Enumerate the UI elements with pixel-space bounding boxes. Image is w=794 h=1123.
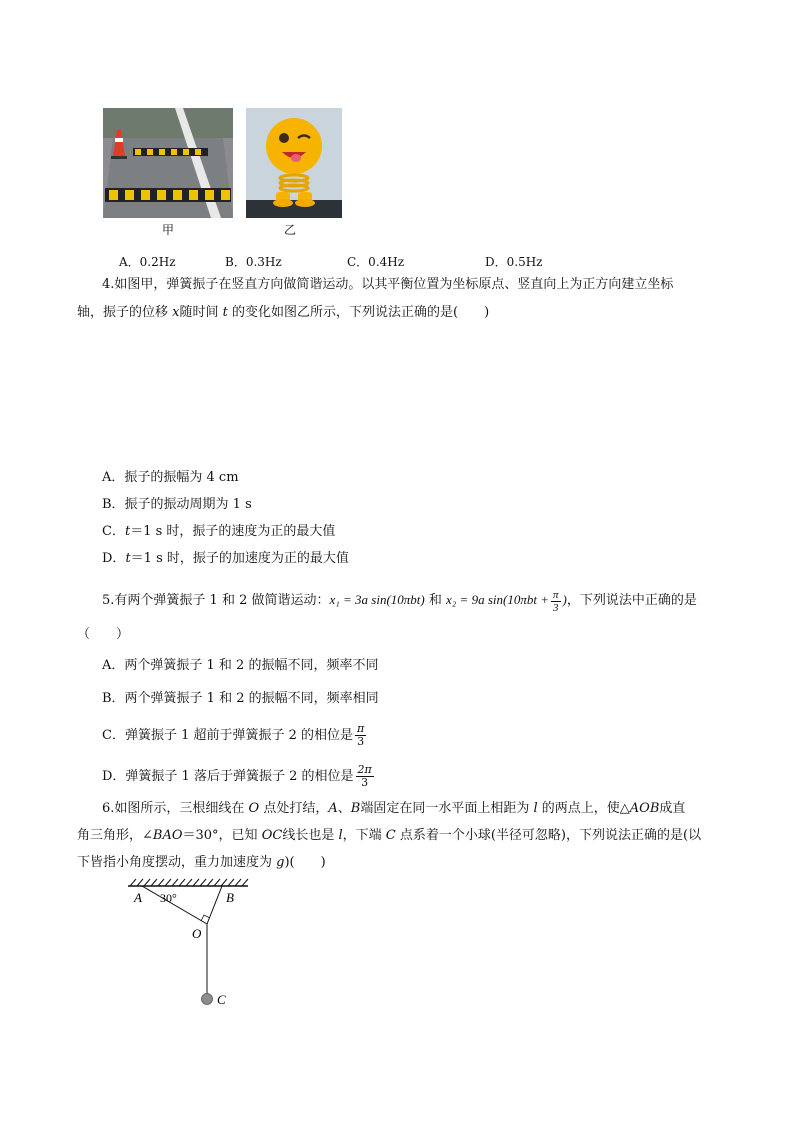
text: D．: [102, 551, 126, 566]
var-l: l: [533, 801, 538, 816]
option-c[interactable]: C．0.4Hz: [347, 255, 405, 269]
var-x: x: [172, 305, 180, 320]
var-b: B: [350, 801, 361, 816]
q5-option-a[interactable]: A．两个弹簧振子 1 和 2 的振幅不同，频率不同: [102, 658, 379, 673]
text: 点系着一个小球(半径可忽略)，下列说法正确的是(以: [395, 828, 702, 843]
text: 6.如图所示，三根细线在: [102, 801, 249, 816]
text: 端固定在同一水平面上相距为: [360, 801, 534, 816]
photo-speed-bump: [103, 108, 233, 218]
string-bo: [207, 886, 222, 924]
q4-option-c[interactable]: [102, 523, 335, 541]
ball: [202, 994, 213, 1005]
text: 随时间: [179, 305, 223, 320]
var-a: A: [328, 801, 338, 816]
var-oc: OC: [261, 828, 283, 843]
caption-yi: 乙: [283, 223, 296, 237]
ceiling-hatch: [130, 879, 248, 886]
q4-option-d[interactable]: [102, 550, 349, 568]
q4-stem-line2: [77, 304, 489, 322]
var-t: t: [222, 305, 228, 320]
text: 线长也是: [282, 828, 339, 843]
text: D．弹簧振子 1 落后于弹簧振子 2 的相位是: [102, 769, 354, 784]
text: 5.有两个弹簧振子 1 和 2 做简谐运动：: [102, 593, 330, 608]
var-aob: AOB: [629, 801, 660, 816]
denominator: 3: [361, 776, 369, 789]
equation-x1: x₁ = 3a sin(10πbt): [329, 592, 425, 607]
text: x₂ = 9a sin(10πbt +: [446, 592, 549, 607]
fraction: [551, 589, 561, 614]
var-bao: BAO: [152, 828, 183, 843]
text: )( ): [284, 855, 326, 870]
caption-jia: 甲: [161, 223, 174, 237]
numerator: 2π: [357, 763, 372, 776]
numerator: π: [552, 588, 559, 601]
text: 角三角形，∠: [77, 828, 153, 843]
q3-options: [119, 253, 579, 271]
var-o: O: [248, 801, 260, 816]
var-t: t: [125, 551, 131, 566]
label-b: B: [226, 890, 234, 905]
q5-stem-line2: （ ）: [77, 627, 130, 642]
text: 点处打结，: [259, 801, 329, 816]
q4-option-b[interactable]: B．振子的振动周期为 1 s: [102, 497, 252, 512]
label-c: C: [217, 992, 226, 1007]
text: 和: [424, 593, 447, 608]
var-c: C: [385, 828, 396, 843]
var-l: l: [338, 828, 343, 843]
q5-option-d[interactable]: [102, 763, 376, 791]
var-g: g: [276, 855, 285, 870]
text: C．: [102, 524, 125, 539]
option-d[interactable]: D．0.5Hz: [485, 255, 543, 269]
q6-stem-line3: [77, 854, 326, 872]
text: ＝1 s 时，振子的速度为正的最大值: [130, 524, 336, 539]
photo-spring-toy: [246, 108, 342, 218]
q4-stem-line1: 4.如图甲，弹簧振子在竖直方向做简谐运动。以其平衡位置为坐标原点、竖直向上为正方向建立坐标: [102, 277, 674, 292]
text: C．弹簧振子 1 超前于弹簧振子 2 的相位是: [102, 728, 354, 743]
label-a: A: [134, 890, 142, 905]
text: 的两点上，使△: [537, 801, 630, 816]
label-o: O: [192, 926, 202, 941]
text: 的变化如图乙所示，下列说法正确的是( ): [227, 305, 490, 320]
q5-option-b[interactable]: B．两个弹簧振子 1 和 2 的振幅不同，频率相同: [102, 691, 379, 706]
q6-stem-line2: [77, 827, 701, 845]
text: 成直: [659, 801, 686, 816]
text: ＝30°，已知: [182, 828, 262, 843]
text: ): [562, 592, 567, 607]
q4-option-a[interactable]: A．振子的振幅为 4 cm: [102, 470, 239, 485]
text: 轴，振子的位移: [77, 305, 173, 320]
var-t: t: [124, 524, 131, 539]
pendulum-diagram: [120, 876, 260, 1016]
fraction: [356, 764, 374, 789]
option-a[interactable]: A．0.2Hz: [119, 255, 176, 269]
q5-option-c[interactable]: [102, 722, 368, 750]
q6-stem-line1: [102, 800, 685, 818]
text: 、: [337, 801, 351, 816]
text: 下皆指小角度摆动，重力加速度为: [77, 855, 277, 870]
option-b[interactable]: B．0.3Hz: [225, 255, 282, 269]
angle-label: 30°: [160, 891, 177, 905]
text: ，下列说法中正确的是: [566, 593, 697, 608]
denominator: 3: [552, 601, 559, 614]
text: ＝1 s 时，振子的加速度为正的最大值: [130, 551, 349, 566]
q5-stem-line1: [102, 588, 697, 614]
denominator: 3: [357, 735, 365, 748]
fraction: [355, 723, 366, 748]
equation-x2: [446, 588, 567, 614]
numerator: π: [357, 722, 365, 735]
text: ，下端: [342, 828, 386, 843]
